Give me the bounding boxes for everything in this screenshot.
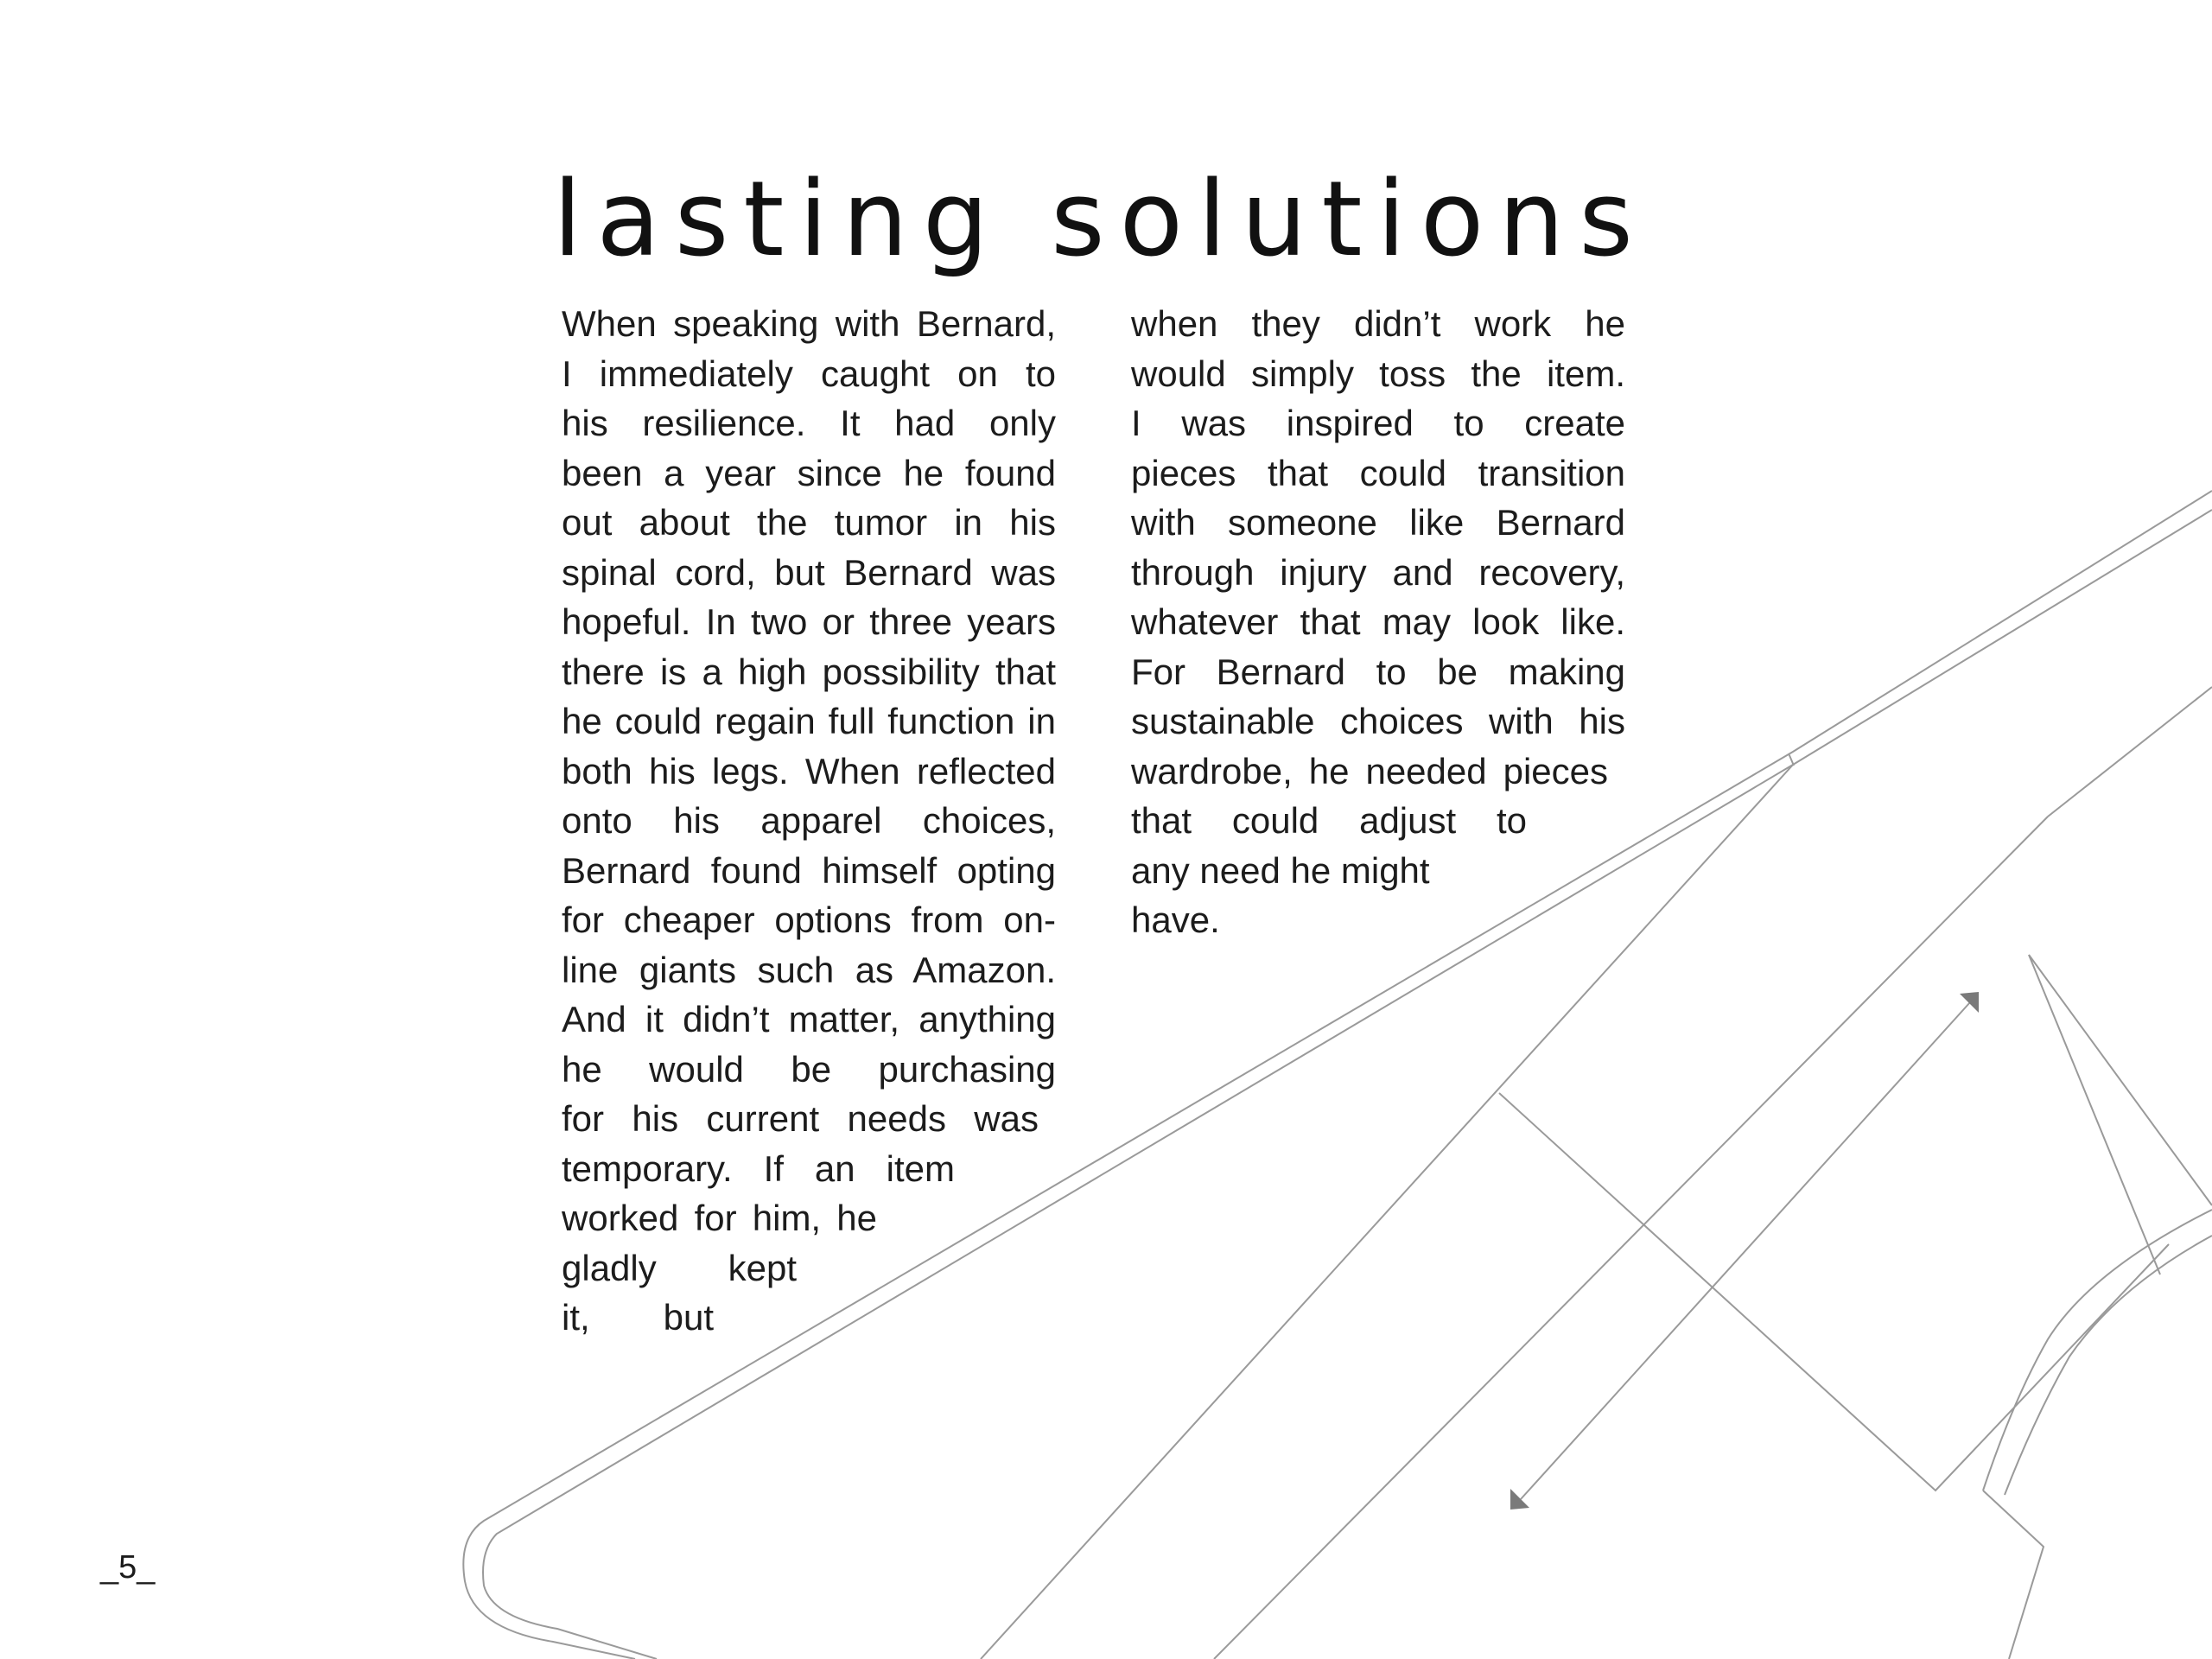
text-line: pieces that could transition xyxy=(1131,452,1625,493)
text-line: sustainable choices with his xyxy=(1131,701,1625,741)
pattern-cuff-edge xyxy=(1983,1210,2212,1491)
page-title: lasting solutions xyxy=(553,160,1648,280)
text-line: he would be purchasing xyxy=(562,1048,1056,1090)
text-line: onto his apparel choices, xyxy=(562,800,1056,841)
pattern-wedge-line-b xyxy=(2029,955,2212,1205)
text-line: it, but xyxy=(562,1297,714,1338)
text-line: have. xyxy=(1131,899,1220,940)
article-right-column xyxy=(1131,299,1625,945)
pattern-cuff-corner xyxy=(1983,1491,2044,1659)
text-line: his resilience. It had only xyxy=(562,403,1056,443)
pattern-notch xyxy=(1789,753,1794,766)
text-line: gladly kept xyxy=(562,1247,797,1288)
text-line: for his current needs was xyxy=(562,1098,1039,1139)
text-line: out about the tumor in his xyxy=(562,502,1056,543)
text-line: Bernard found himself opting xyxy=(562,849,1056,891)
grain-line xyxy=(1521,1002,1970,1499)
text-line: both his legs. When reflected xyxy=(562,750,1056,791)
text-line: For Bernard to be making xyxy=(1131,651,1625,692)
text-line: wardrobe, he needed pieces xyxy=(1131,750,1608,791)
text-line: he could regain full function in xyxy=(562,701,1056,741)
text-line: When speaking with Bernard, xyxy=(562,303,1056,344)
text-line: that could adjust to xyxy=(1131,800,1527,841)
text-line: would simply toss the item. xyxy=(1131,353,1625,394)
text-line: whatever that may look like. xyxy=(1131,601,1625,642)
text-line: with someone like Bernard xyxy=(1131,502,1625,543)
text-line: I immediately caught on to xyxy=(562,353,1056,394)
pattern-right-diagonal xyxy=(2048,687,2212,817)
text-line: for cheaper options from on- xyxy=(562,899,1056,940)
text-line: been a year since he found xyxy=(562,452,1056,493)
text-line: there is a high possibility that xyxy=(562,651,1056,692)
text-line: any need he might xyxy=(1131,849,1430,891)
text-line: when they didn’t work he xyxy=(1131,303,1625,344)
text-line: through injury and recovery, xyxy=(1131,551,1625,593)
text-line: line giants such as Amazon. xyxy=(562,949,1056,990)
text-line: spinal cord, but Bernard was xyxy=(562,551,1056,593)
pattern-wedge-line-a xyxy=(2029,955,2160,1274)
text-line: I was inspired to create xyxy=(1131,403,1625,443)
page-number: _5_ xyxy=(100,1549,156,1586)
text-line: temporary. If an item xyxy=(562,1147,955,1189)
article-left-column xyxy=(562,299,1056,1343)
text-line: worked for him, he xyxy=(562,1198,877,1238)
text-line: And it didn’t matter, anything xyxy=(562,999,1056,1039)
text-line: hopeful. In two or three years xyxy=(562,601,1056,642)
